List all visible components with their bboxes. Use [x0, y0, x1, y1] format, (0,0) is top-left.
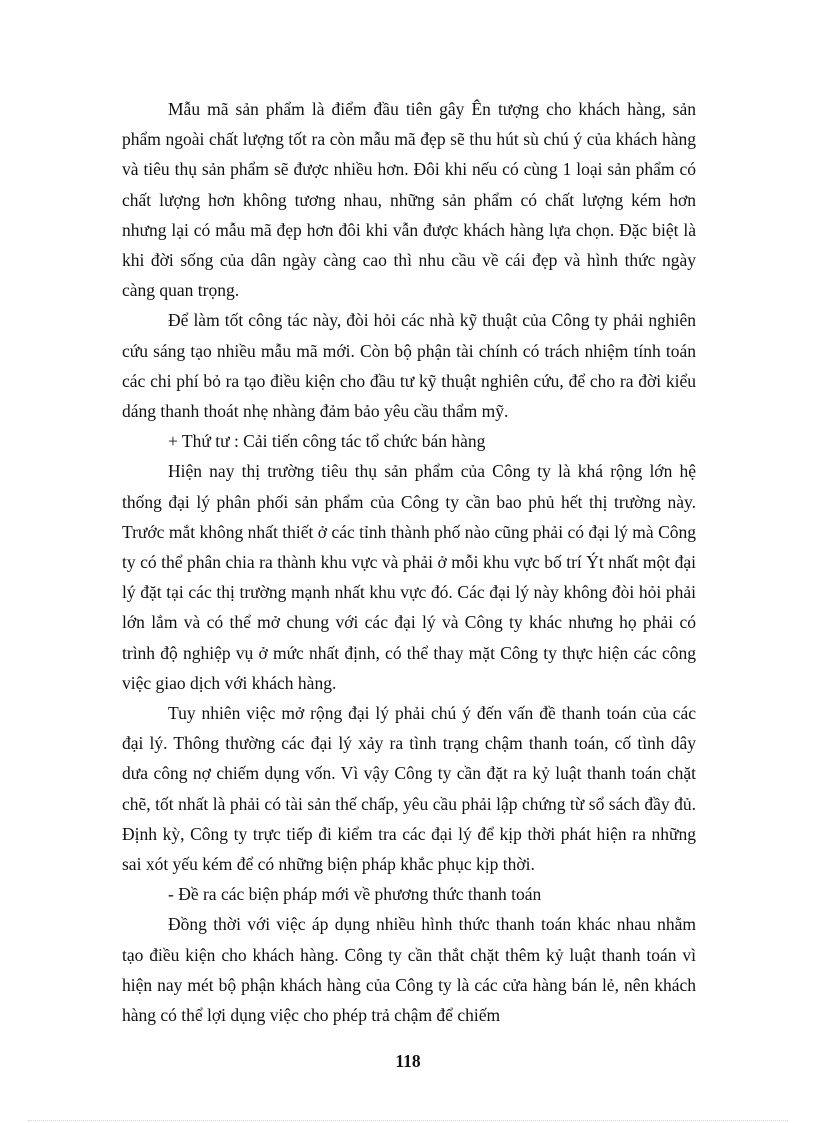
body-text: [122, 94, 696, 1030]
paragraph-technical-requirements: Để làm tốt công tác này, đòi hỏi các nhà kỹ thuật của Công ty phải nghiên cứu sáng tạo nhiều mẫu mã mới. Còn bộ phận tài chính có trách nhiệm tính toán các chi phí bỏ ra tạo điều kiện cho đầu tư kỹ thuật nghiên cứu, để cho ra đời kiểu dáng thanh thoát nhẹ nhàng đảm bảo yêu cầu thẩm mỹ.: [122, 310, 696, 422]
paragraph-distribution-network: Hiện nay thị trường tiêu thụ sản phẩm của Công ty là khá rộng lớn hệ thống đại lý phân phối sản phẩm của Công ty cần bao phủ hết thị trường này. Trước mắt không nhất thiết ở các tỉnh thành phố nào cũng phải có đại lý mà Công ty có thể phân chia ra thành khu vực và phải ở mỗi khu vực bố trí Ýt nhất một đại lý đặt tại các thị trường mạnh nhất khu vực đó. Các đại lý này không đòi hỏi phải lớn lắm và có thể mở chung với các đại lý và Công ty khác nhưng họ phải có trình độ nghiệp vụ ở mức nhất định, có thể thay mặt Công ty thực hiện các công việc giao dịch với khách hàng.: [122, 461, 696, 693]
paragraph-product-design: Mẫu mã sản phẩm là điểm đầu tiên gây Ên tượng cho khách hàng, sản phẩm ngoài chất lượng tốt ra còn mẫu mã đẹp sẽ thu hút sù chú ý của khách hàng và tiêu thụ sản phẩm sẽ được nhiều hơn. Đôi khi nếu có cùng 1 loại sản phẩm có chất lượng hơn không tương nhau, những sản phẩm có chất lượng kém hơn nhưng lại có mẫu mã đẹp hơn đôi khi vẫn được khách hàng lựa chọn. Đặc biệt là khi đời sống của dân ngày càng cao thì nhu cầu về cái đẹp và hình thức ngày càng quan trọng.: [122, 99, 696, 301]
paragraph-agent-payments: Tuy nhiên việc mở rộng đại lý phải chú ý đến vấn đề thanh toán của các đại lý. Thông thường các đại lý xảy ra tình trạng chậm thanh toán, cố tình dây dưa công nợ chiếm dụng vốn. Vì vậy Công ty cần đặt ra kỷ luật thanh toán chặt chẽ, tốt nhất là phải có tài sản thế chấp, yêu cầu phải lập chứng từ sổ sách đầy đủ. Định kỳ, Công ty trực tiếp đi kiểm tra các đại lý để kịp thời phát hiện ra những sai xót yếu kém để có những biện pháp khắc phục kịp thời.: [122, 703, 696, 875]
heading-payment-methods: - Đề ra các biện pháp mới về phương thức thanh toán: [168, 884, 542, 905]
page-number: 118: [395, 1051, 421, 1071]
paragraph-payment-discipline: Đồng thời với việc áp dụng nhiều hình thức thanh toán khác nhau nhằm tạo điều kiện cho khách hàng. Công ty cần thắt chặt thêm kỷ luật thanh toán vì hiện nay mét bộ phận khách hàng của Công ty là các cửa hàng bán lẻ, nên khách hàng có thể lợi dụng việc cho phép trả chậm để chiếm: [122, 914, 696, 1026]
page-bottom-divider: [28, 1120, 788, 1121]
heading-sales-organization: + Thứ tư : Cải tiến công tác tổ chức bán hàng: [168, 431, 486, 452]
